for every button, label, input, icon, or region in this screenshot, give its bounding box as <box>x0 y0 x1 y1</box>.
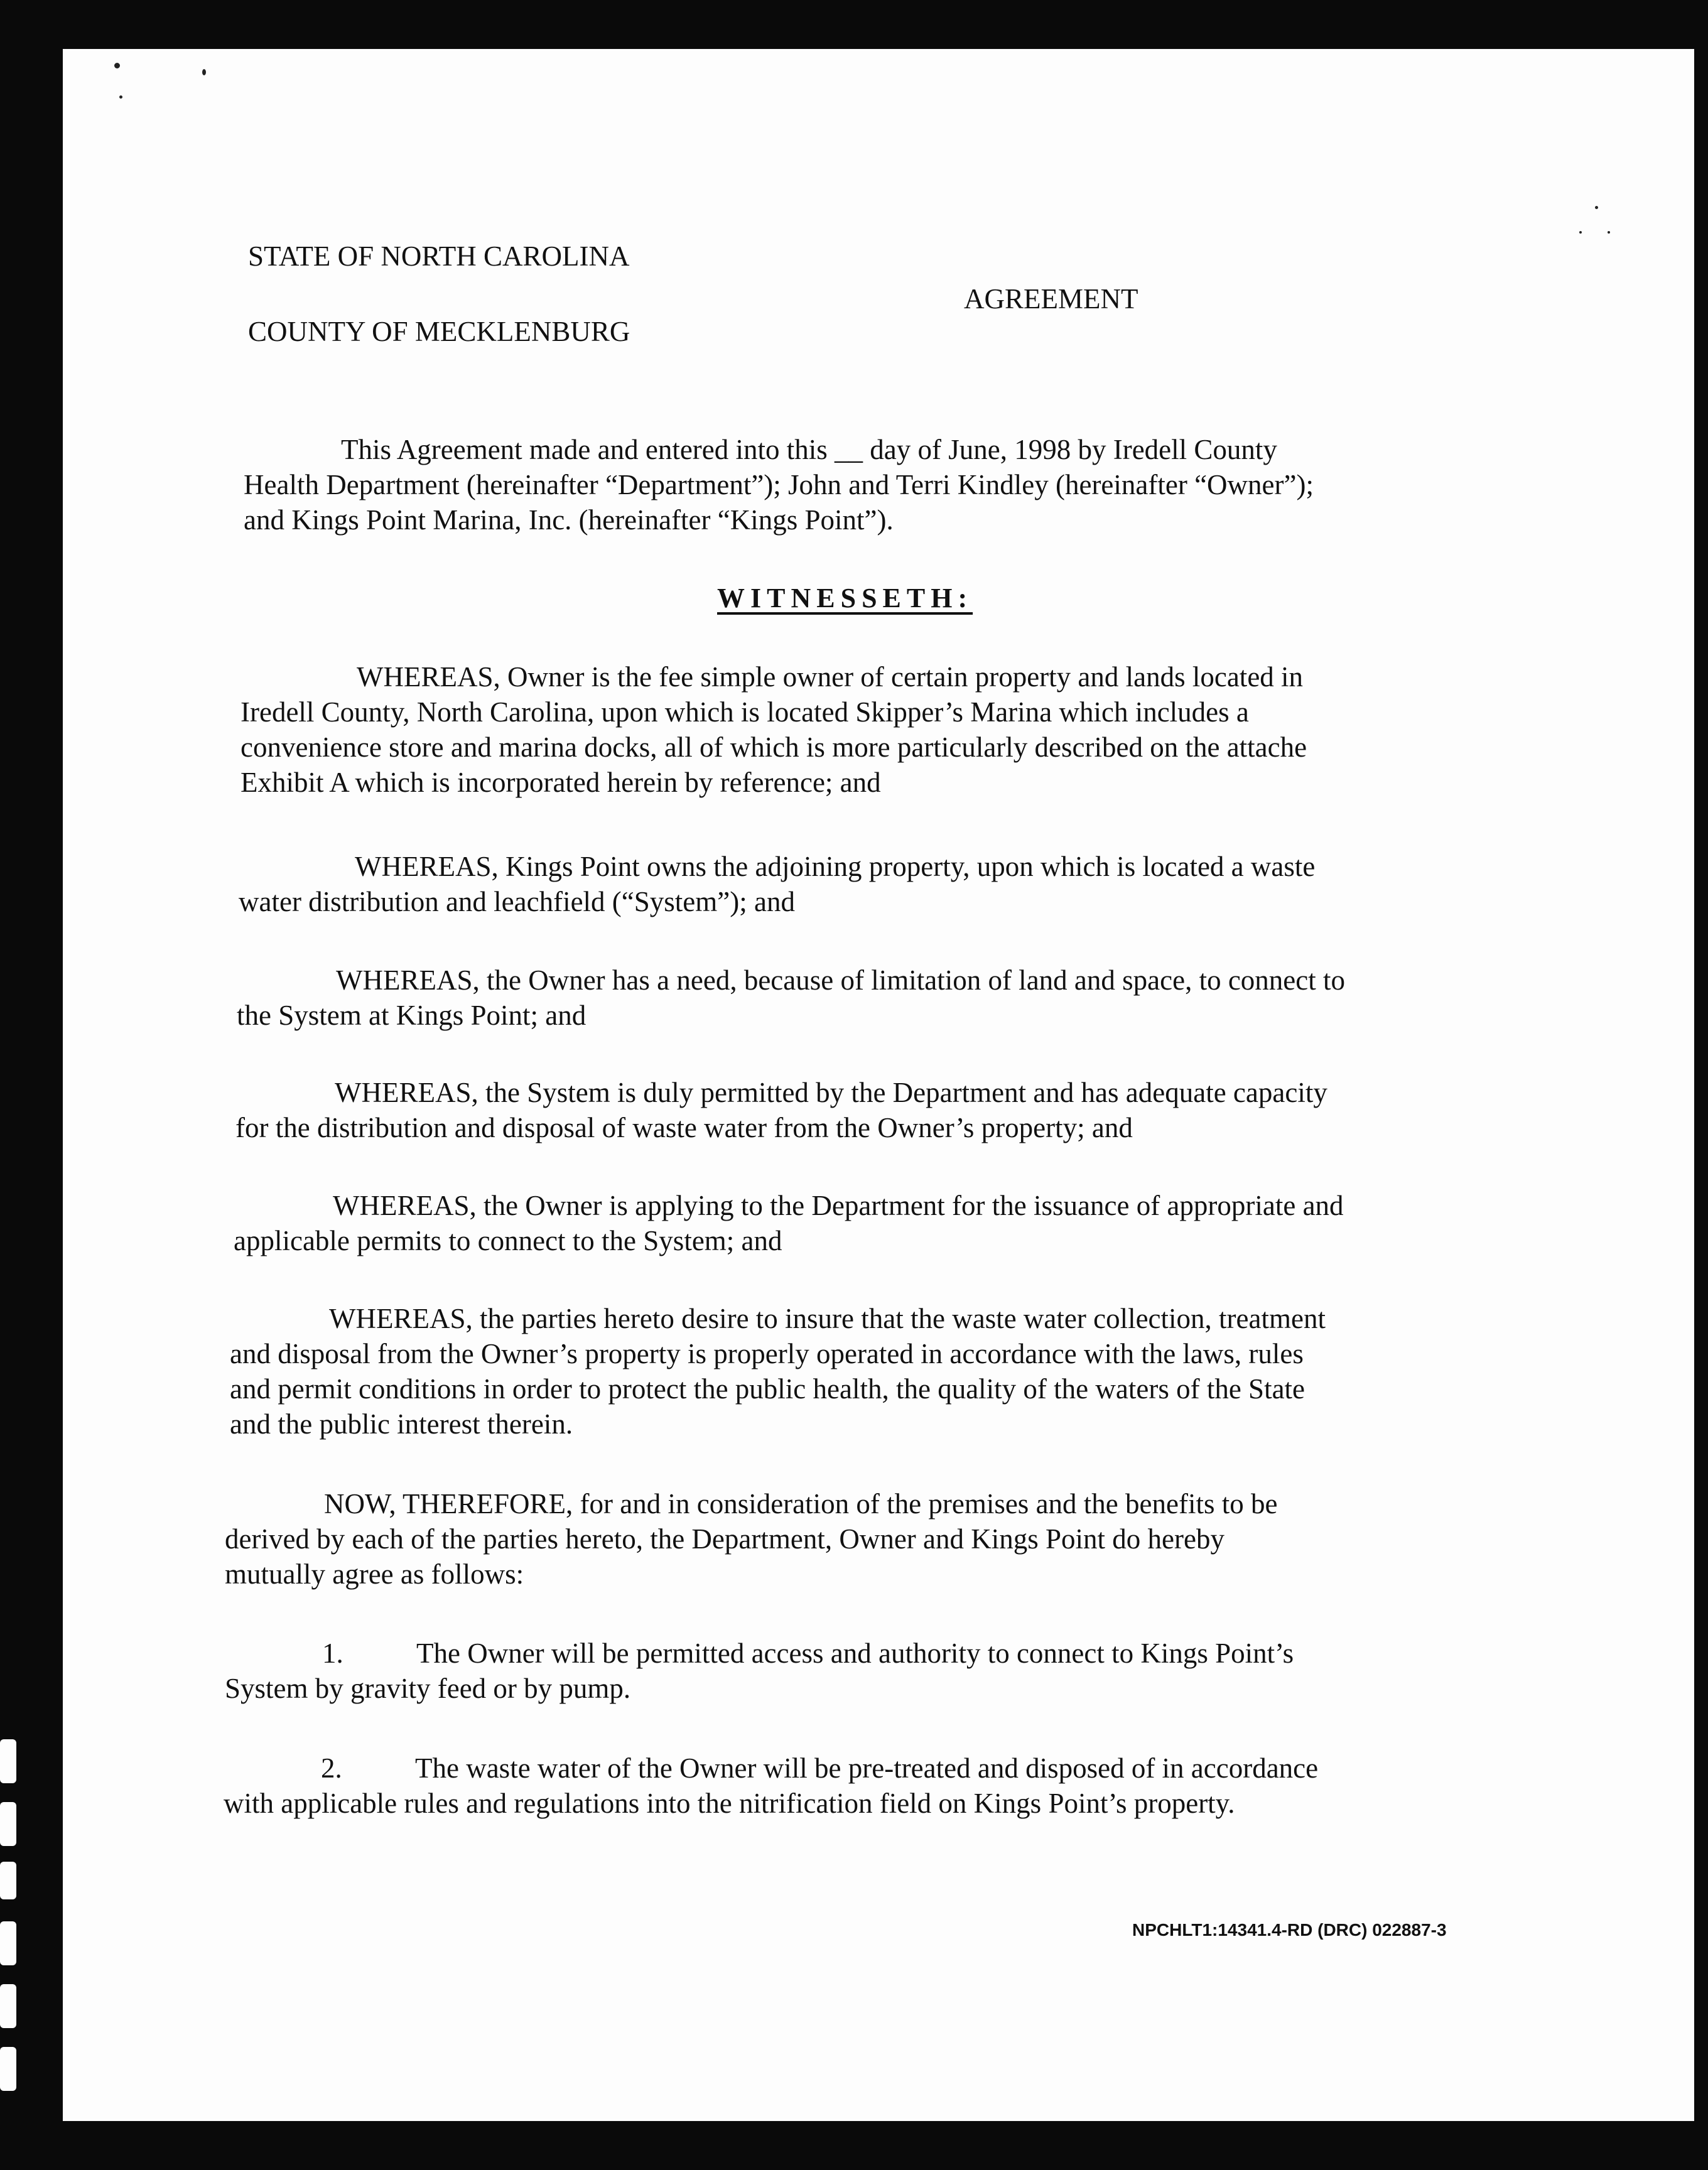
paragraph-line: WHEREAS, the System is duly permitted by the Department and has adequate capacity <box>335 1077 1327 1108</box>
whereas-paragraph-4 <box>235 1075 1327 1145</box>
witnesseth-heading: WITNESSETH: <box>717 583 973 613</box>
whereas-paragraph-1 <box>241 659 1307 800</box>
scan-edge-mark <box>0 1802 16 1846</box>
paragraph-line: and permit conditions in order to protect the public health, the quality of the waters of the State <box>230 1373 1305 1405</box>
whereas-paragraph-6 <box>230 1301 1326 1442</box>
state-heading: STATE OF NORTH CAROLINA <box>248 240 630 272</box>
paragraph-line: WHEREAS, the Owner is applying to the Department for the issuance of appropriate and <box>333 1190 1344 1221</box>
scan-speck <box>1608 231 1610 234</box>
paragraph-line: Health Department (hereinafter “Department”); John and Terri Kindley (hereinafter “Owner”); <box>244 469 1314 500</box>
paragraph-line: Exhibit A which is incorporated herein by reference; and <box>241 767 881 798</box>
clause-1 <box>225 1636 1294 1706</box>
whereas-paragraph-5 <box>234 1188 1344 1258</box>
clause-first-line <box>225 1636 1294 1671</box>
paragraph-line: and Kings Point Marina, Inc. (hereinafter “Kings Point”). <box>244 504 894 536</box>
now-therefore-paragraph <box>225 1486 1277 1592</box>
clause-first-line <box>224 1751 1318 1786</box>
scan-edge-mark <box>0 2047 16 2091</box>
scan-speck <box>202 69 206 75</box>
paragraph-line: This Agreement made and entered into this __ day of June, 1998 by Iredell County <box>341 434 1277 465</box>
clause-text: The waste water of the Owner will be pre-treated and disposed of in accordance <box>415 1752 1319 1784</box>
whereas-paragraph-3 <box>237 963 1345 1033</box>
paragraph-line: NOW, THEREFORE, for and in consideration of the premises and the benefits to be <box>324 1488 1278 1520</box>
scan-edge-mark <box>0 1984 16 2028</box>
paragraph-line: WHEREAS, Owner is the fee simple owner of certain property and lands located in <box>357 661 1304 693</box>
document-code: NPCHLT1:14341.4-RD (DRC) 022887-3 <box>1132 1920 1447 1940</box>
paragraph-line: mutually agree as follows: <box>225 1558 524 1590</box>
paragraph-line: convenience store and marina docks, all of which is more particularly described on the attache <box>241 731 1307 763</box>
scan-speck <box>114 63 120 68</box>
paragraph-line: and the public interest therein. <box>230 1408 573 1440</box>
paragraph-line: WHEREAS, the parties hereto desire to insure that the waste water collection, treatment <box>329 1303 1326 1334</box>
paragraph-line: System by gravity feed or by pump. <box>225 1673 631 1704</box>
clause-text: The Owner will be permitted access and authority to connect to Kings Point’s <box>416 1638 1294 1669</box>
paragraph-line: WHEREAS, Kings Point owns the adjoining property, upon which is located a waste <box>355 851 1316 882</box>
paragraph-line: with applicable rules and regulations into the nitrification field on Kings Point’s property. <box>224 1788 1235 1819</box>
paragraph-line: applicable permits to connect to the System; and <box>234 1225 782 1256</box>
agreement-title: AGREEMENT <box>964 283 1138 315</box>
scan-speck <box>119 95 122 99</box>
paragraph-line: the System at Kings Point; and <box>237 1000 586 1031</box>
scan-edge-mark <box>0 1739 16 1783</box>
clause-number: 1. <box>322 1638 343 1669</box>
scan-speck <box>1579 231 1582 234</box>
scan-speck <box>1595 206 1598 209</box>
scan-edge-mark <box>0 1921 16 1965</box>
paragraph-line: water distribution and leachfield (“System”); and <box>239 886 795 917</box>
paragraph-line: and disposal from the Owner’s property is properly operated in accordance with the laws, rules <box>230 1338 1304 1369</box>
clause-number: 2. <box>321 1752 342 1784</box>
county-heading: COUNTY OF MECKLENBURG <box>248 316 630 347</box>
paragraph-line: derived by each of the parties hereto, the Department, Owner and Kings Point do hereby <box>225 1523 1224 1555</box>
paragraph-line: for the distribution and disposal of waste water from the Owner’s property; and <box>235 1112 1133 1143</box>
paragraph-line: Iredell County, North Carolina, upon which is located Skipper’s Marina which includes a <box>241 696 1249 728</box>
clause-2 <box>224 1751 1318 1821</box>
intro-paragraph <box>244 432 1314 537</box>
scan-edge-mark <box>0 1862 16 1899</box>
paragraph-line: WHEREAS, the Owner has a need, because of limitation of land and space, to connect to <box>336 964 1345 996</box>
whereas-paragraph-2 <box>239 849 1315 919</box>
